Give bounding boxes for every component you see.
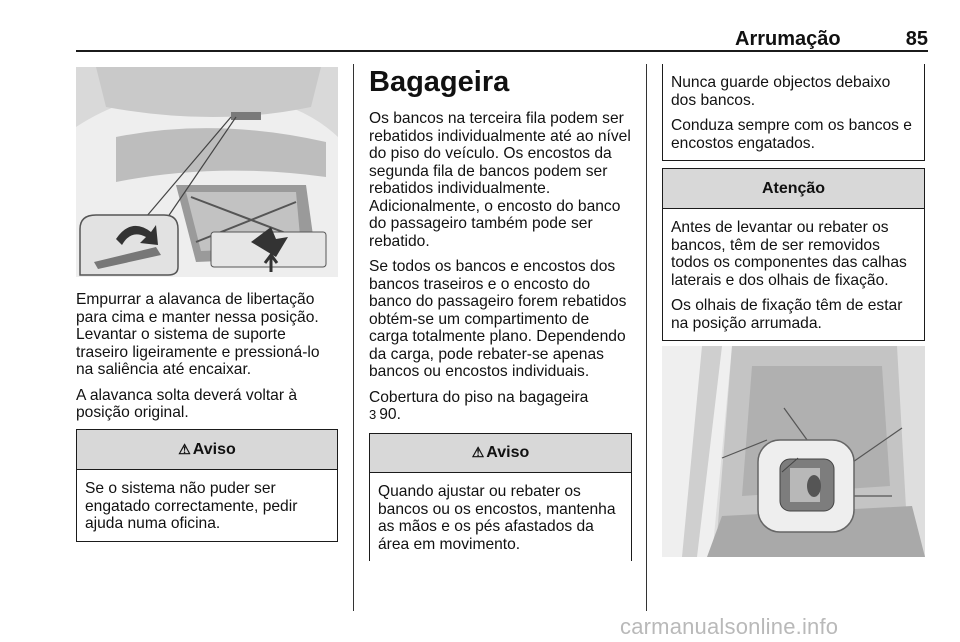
warning-box-2-header	[370, 434, 631, 473]
cargo-para-1: Os bancos na terceira fila podem ser rebatidos individualmente até ao nível do piso do veículo. Os encostos da segunda fila de bancos podem ser rebatidos individualmente.	[369, 110, 631, 197]
column-divider-1	[353, 64, 354, 611]
warning-box-1-header	[77, 430, 337, 470]
warning-box-2-text: Quando ajustar ou rebater os bancos ou os encostos, mantenha as mãos e os pés afastados da área em movimento.	[378, 483, 616, 553]
attention-box-header	[663, 169, 924, 209]
watermark: carmanualsonline.info	[620, 614, 839, 639]
cover-reference-page: 90.	[379, 406, 401, 423]
warning-box-continued	[662, 64, 925, 161]
page-number: 85	[905, 28, 928, 50]
rear-seat-release-illustration	[76, 67, 338, 277]
warning-box-1-title: Aviso	[192, 440, 236, 458]
attention-text-2: Os olhais de fixação têm de estar na posição arrumada.	[671, 297, 903, 332]
cover-reference	[369, 406, 632, 424]
warning-box-1	[76, 429, 338, 542]
cargo-tie-down-illustration	[662, 346, 925, 557]
attention-box	[662, 168, 925, 341]
rear-seat-release-drawing	[76, 67, 338, 277]
warning-triangle-icon: ⚠	[471, 444, 485, 461]
attention-text-1: Antes de levantar ou rebater os bancos, têm de ser removidos todos os componentes das calhas laterais e dos olhais de fixação.	[671, 219, 907, 289]
warning-triangle-icon: ⚠	[178, 440, 191, 457]
attention-box-body	[663, 209, 924, 332]
release-note: A alavanca solta deverá voltar à posição original.	[76, 386, 298, 421]
warning-box-2	[369, 433, 632, 561]
column-divider-2	[646, 64, 647, 611]
warning-box-1-body	[77, 470, 337, 533]
column-1	[76, 291, 338, 430]
warning-box-2-body	[370, 473, 631, 553]
cover-reference-title: Cobertura do piso na bagageira	[369, 388, 589, 406]
section-heading: Bagageira	[369, 66, 510, 98]
attention-box-title: Atenção	[761, 179, 826, 197]
warning-box-1-text: Se o sistema não puder ser engatado correctamente, pedir ajuda numa oficina.	[85, 480, 298, 532]
warning-box-continued-body	[663, 64, 924, 152]
cargo-para-3: Se todos os bancos e encostos dos bancos traseiros e o encosto do banco do passageiro forem rebatidos obtém-se um compartimento de carga totalmente plano. Dependendo da carga, pode rebater-se apenas bancos ou encostos individuais.	[369, 258, 627, 380]
warning-box-2-title: Aviso	[486, 444, 530, 462]
header-rule	[76, 50, 928, 52]
warning-continued-line-2: Conduza sempre com os bancos e encostos engatados.	[671, 117, 912, 152]
column-2	[369, 66, 632, 432]
page-title: Arrumação	[735, 28, 841, 50]
warning-continued-line-1: Nunca guarde objectos debaixo dos bancos.	[671, 74, 891, 109]
page-reference-icon: 3	[369, 407, 377, 422]
release-instructions: Empurrar a alavanca de libertação para cima e manter nessa posição. Levantar o sistema de suporte traseiro ligeiramente e pressioná-lo na saliência até encaixar.	[76, 291, 320, 378]
cargo-tie-down-drawing	[662, 346, 925, 557]
cargo-para-2: Adicionalmente, o encosto do banco do passageiro também pode ser rebatido.	[369, 197, 621, 250]
